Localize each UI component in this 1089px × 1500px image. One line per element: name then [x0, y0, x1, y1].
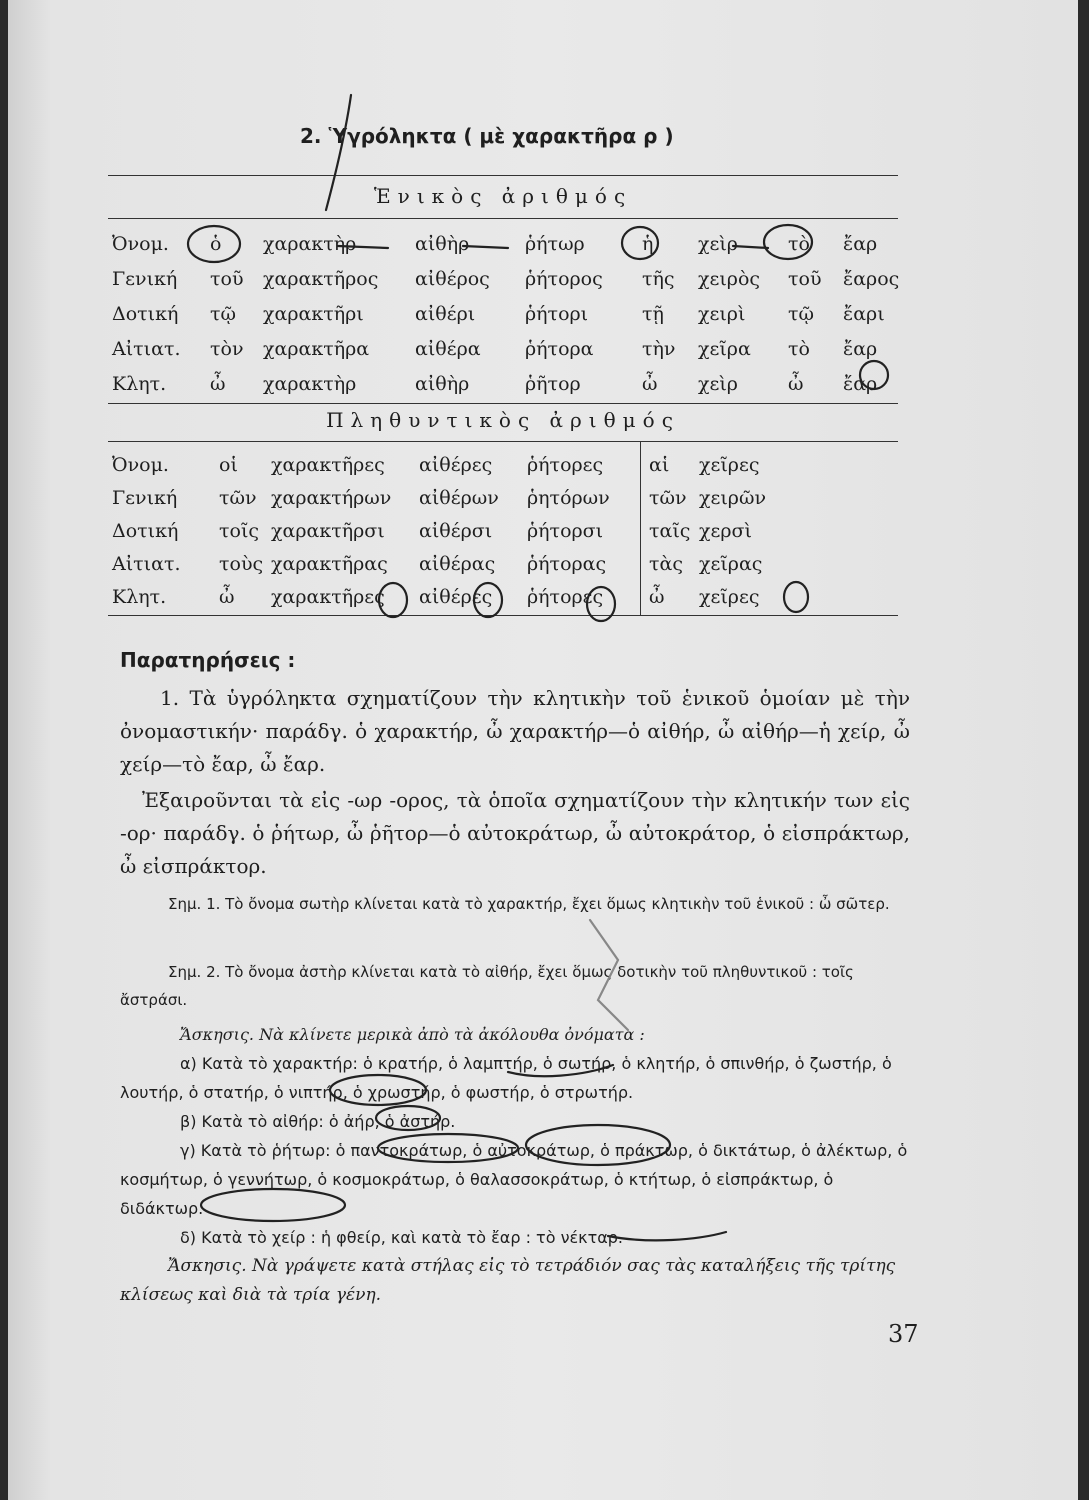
table-cell: ὦ — [649, 585, 665, 608]
singular-declension-table — [112, 226, 901, 401]
divider — [108, 218, 898, 219]
table-row — [112, 448, 819, 481]
table-cell: ῥητόρων — [527, 486, 610, 509]
exercise-item: δ) Κατὰ τὸ χείρ : ἡ φθείρ, καὶ κατὰ τὸ ἔαρ : τὸ νέκταρ. — [180, 1228, 623, 1247]
table-cell: Δοτική — [112, 519, 179, 542]
table-cell: οἱ — [219, 453, 238, 476]
table-cell: τοῖς — [219, 519, 260, 542]
table-cell: τῶν — [219, 486, 257, 509]
exercise-1-title: Ἄσκησις. Νὰ κλίνετε μερικὰ ἀπὸ τὰ ἀκόλουθα ὀνόματα : — [180, 1025, 645, 1044]
exercise-1 — [120, 1020, 910, 1252]
table-cell: τὰς — [649, 552, 683, 575]
table-cell: αἰθέρες — [419, 585, 493, 608]
table-cell: ὁ — [210, 232, 222, 255]
table-cell: τῷ — [210, 302, 237, 325]
note-1: Σημ. 1. Τὸ ὄνομα σωτὴρ κλίνεται κατὰ τὸ χαρακτήρ, ἔχει ὅμως κλητικὴν τοῦ ἑνικοῦ : ὦ σῶτερ. — [168, 895, 890, 913]
table-cell: χαρακτὴρ — [263, 232, 357, 255]
table-cell: ὦ — [788, 372, 804, 395]
table-cell: χειρὶ — [698, 302, 746, 325]
table-cell: Ὀνομ. — [112, 232, 169, 255]
table-cell: χαρακτήρων — [271, 486, 392, 509]
table-cell: αἰθέρων — [419, 486, 499, 509]
table-cell: χεῖρες — [699, 453, 760, 476]
table-cell: ἔαρ — [843, 232, 878, 255]
table-row — [112, 481, 819, 514]
table-cell: χαρακτῆρα — [263, 337, 370, 360]
table-cell: αἰθὴρ — [415, 372, 470, 395]
note-2: Σημ. 2. Τὸ ὄνομα ἀστὴρ κλίνεται κατὰ τὸ αἰθήρ, ἔχει ὅμως δοτικὴν τοῦ πληθυντικοῦ : τοῖς ἄστράσι. — [120, 963, 854, 1009]
table-cell: χαρακτῆρας — [271, 552, 388, 575]
table-cell: αἰθέρες — [419, 453, 493, 476]
divider — [108, 175, 898, 176]
table-row — [112, 261, 901, 296]
table-cell: Δοτική — [112, 302, 179, 325]
table-cell: Κλητ. — [112, 585, 167, 608]
table-cell: ταῖς — [649, 519, 691, 542]
table-cell: τοῦ — [788, 267, 822, 290]
table-cell: αἰθέρα — [415, 337, 481, 360]
table-cell: τοὺς — [219, 552, 264, 575]
table-cell: Αἰτιατ. — [112, 552, 181, 575]
table-cell: ῥήτορας — [527, 552, 607, 575]
table-cell: τὸ — [788, 337, 810, 360]
plural-heading: Πληθυντικὸς ἀριθμός — [326, 408, 680, 432]
table-cell: χαρακτῆρσι — [271, 519, 385, 542]
table-cell: τὸ — [788, 232, 810, 255]
table-cell: ῥήτωρ — [525, 232, 585, 255]
table-cell: χαρακτὴρ — [263, 372, 357, 395]
table-row — [112, 366, 901, 401]
table-cell: τῇ — [642, 302, 664, 325]
exercise-item: γ) Κατὰ τὸ ῥήτωρ: ὁ παντοκράτωρ, ὁ αὐτοκράτωρ, ὁ πράκτωρ, ὁ δικτάτωρ, ὁ ἀλέκτωρ, ὁ κοσμήτωρ, ὁ γεννήτωρ, ὁ κοσμοκράτωρ, ὁ θαλασσοκράτωρ, ὁ κτήτωρ, ὁ εἰσπράκτωρ, ὁ διδάκτωρ. — [120, 1141, 908, 1218]
table-cell: αἰθέρι — [415, 302, 476, 325]
observations-heading: Παρατηρήσεις : — [120, 648, 296, 672]
page-number: 37 — [888, 1320, 919, 1348]
table-row — [112, 331, 901, 366]
paragraph-2: Ἐξαιροῦνται τὰ εἰς -ωρ -ορος, τὰ ὁποῖα σχηματίζουν τὴν κλητικήν των εἰς -ορ· παράδγ. ὁ ῥήτωρ, ὦ ῥῆτορ—ὁ αὐτοκράτωρ, ὦ αὐτοκράτορ, ὁ εἰσπράκτωρ, ὦ εἰσπράκτορ. — [120, 788, 910, 878]
table-cell: ῥήτορες — [527, 585, 604, 608]
table-cell: Ὀνομ. — [112, 453, 169, 476]
table-cell: αἱ — [649, 453, 670, 476]
table-cell: ἔαρ — [843, 337, 878, 360]
table-cell: ῥήτορος — [525, 267, 603, 290]
table-row — [112, 296, 901, 331]
table-cell: ἡ — [642, 232, 654, 255]
table-cell: τὴν — [642, 337, 676, 360]
table-cell: αἰθέρσι — [419, 519, 493, 542]
table-cell: χεὶρ — [698, 372, 738, 395]
table-row — [112, 226, 901, 261]
table-row — [112, 580, 819, 613]
table-cell: Γενική — [112, 486, 178, 509]
table-cell: χαρακτῆρες — [271, 453, 385, 476]
table-cell: ὦ — [210, 372, 226, 395]
table-cell: χαρακτῆρι — [263, 302, 364, 325]
table-cell: Γενική — [112, 267, 178, 290]
table-cell: Αἰτιατ. — [112, 337, 181, 360]
table-cell: ῥήτορες — [527, 453, 604, 476]
table-cell: χαρακτῆρος — [263, 267, 379, 290]
table-cell: χεὶρ — [698, 232, 738, 255]
table-cell: ὦ — [219, 585, 235, 608]
table-cell: ὦ — [642, 372, 658, 395]
table-row — [112, 547, 819, 580]
table-cell: ῥήτορα — [525, 337, 594, 360]
table-cell: αἰθέρος — [415, 267, 490, 290]
table-cell: χεῖρας — [699, 552, 763, 575]
table-cell: χεῖρες — [699, 585, 760, 608]
divider — [108, 441, 898, 442]
exercise-2: Ἄσκησις. Νὰ γράψετε κατὰ στήλας εἰς τὸ τετράδιόν σας τὰς καταλήξεις τῆς τρίτης κλίσεως καὶ διὰ τὰ τρία γένη. — [120, 1256, 896, 1305]
table-cell: Κλητ. — [112, 372, 167, 395]
table-cell: ῥῆτορ — [525, 372, 581, 395]
table-cell: τῆς — [642, 267, 675, 290]
table-cell: ἔαρος — [843, 267, 900, 290]
table-cell: χαρακτῆρες — [271, 585, 385, 608]
section-title: 2. Ὑγρόληκτα ( μὲ χαρακτῆρα ρ ) — [300, 124, 674, 148]
divider — [108, 403, 898, 404]
exercise-item: α) Κατὰ τὸ χαρακτήρ: ὁ κρατήρ, ὁ λαμπτήρ, ὁ σωτήρ, ὁ κλητήρ, ὁ σπινθήρ, ὁ ζωστήρ, ὁ λουτήρ, ὁ στατήρ, ὁ νιπτήρ, ὁ χρωστήρ, ὁ φωστήρ, ὁ στρωτήρ. — [120, 1054, 892, 1102]
table-cell: χειρὸς — [698, 267, 761, 290]
table-cell: αἰθὴρ — [415, 232, 470, 255]
table-cell: χεῖρα — [698, 337, 751, 360]
table-cell: ῥήτορσι — [527, 519, 604, 542]
exercise-item: β) Κατὰ τὸ αἰθήρ: ὁ ἀήρ, ὁ ἀστήρ. — [180, 1112, 456, 1131]
table-cell: ἔαρι — [843, 302, 885, 325]
table-row — [112, 514, 819, 547]
divider — [108, 615, 898, 616]
paragraph-1: 1. Τὰ ὑγρόληκτα σχηματίζουν τὴν κλητικὴν τοῦ ἑνικοῦ ὁμοίαν μὲ τὴν ὀνομαστικήν· παράδγ. ὁ χαρακτήρ, ὦ χαρακτήρ—ὁ αἰθήρ, ὦ αἰθήρ—ἡ χείρ, ὦ χείρ—τὸ ἔαρ, ὦ ἔαρ. — [120, 686, 910, 776]
table-cell: τῷ — [788, 302, 815, 325]
table-cell: χερσὶ — [699, 519, 752, 542]
table-cell: ἔαρ — [843, 372, 878, 395]
table-cell: τὸν — [210, 337, 244, 360]
table-cell: χειρῶν — [699, 486, 767, 509]
table-cell: τοῦ — [210, 267, 244, 290]
book-page — [8, 0, 1078, 1500]
singular-heading: Ἑνικὸς ἀριθμός — [373, 184, 633, 208]
plural-declension-table — [112, 448, 819, 613]
table-cell: τῶν — [649, 486, 687, 509]
table-cell: αἰθέρας — [419, 552, 496, 575]
table-cell: ῥήτορι — [525, 302, 589, 325]
